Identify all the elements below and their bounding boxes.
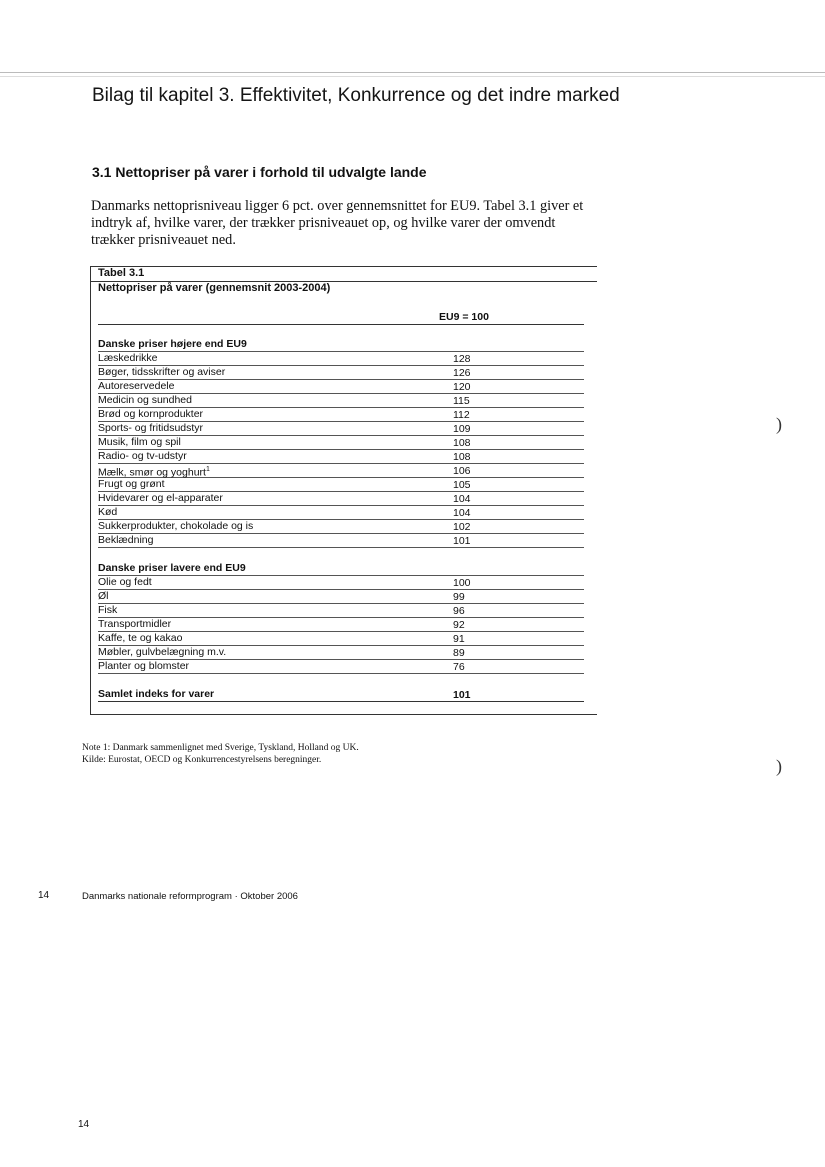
table-bottom-rule [91, 714, 597, 715]
row-label: Læskedrikke [98, 352, 158, 364]
row-value: 96 [453, 605, 465, 617]
table-row [98, 435, 584, 450]
row-label: Autoreservedele [98, 380, 175, 392]
row-label: Musik, film og spil [98, 436, 181, 448]
row-label: Kød [98, 506, 118, 518]
table-row [98, 519, 584, 534]
table-row [98, 603, 584, 618]
column-header: EU9 = 100 [439, 311, 489, 323]
row-value: 92 [453, 619, 465, 631]
table-row [98, 449, 584, 464]
row-label: Sports- og fritidsudstyr [98, 422, 204, 434]
margin-mark: ) [776, 756, 782, 776]
footnote-marker: 1 [205, 466, 210, 473]
header-rule-secondary [0, 76, 825, 77]
row-label: Hvidevarer og el-apparater [98, 492, 223, 504]
group-heading-label: Danske priser højere end EU9 [98, 338, 247, 350]
table-row [98, 379, 584, 394]
row-label: Radio- og tv-udstyr [98, 450, 187, 462]
row-value: 112 [453, 409, 470, 421]
row-value: 91 [453, 633, 465, 645]
table-label: Tabel 3.1 [98, 267, 145, 279]
row-label: Bøger, tidsskrifter og aviser [98, 366, 226, 378]
row-value: 105 [453, 479, 471, 491]
row-value: 99 [453, 591, 465, 603]
row-value: 100 [453, 577, 471, 589]
header-underline [98, 324, 584, 325]
table-title: Nettopriser på varer (gennemsnit 2003-2004) [98, 282, 331, 294]
table-row [98, 351, 584, 366]
total-label: Samlet indeks for varer [98, 688, 215, 700]
row-value: 101 [453, 535, 471, 547]
row-label: Øl [98, 590, 109, 602]
margin-mark: ) [776, 414, 782, 434]
row-label: Brød og kornprodukter [98, 408, 204, 420]
row-value: 106 [453, 465, 471, 477]
row-label: Fisk [98, 604, 118, 616]
table-row [98, 463, 584, 478]
row-value: 104 [453, 507, 471, 519]
row-value: 115 [453, 395, 470, 407]
footer-page-number: 14 [38, 890, 50, 901]
header-rule [0, 72, 825, 73]
price-table [90, 266, 597, 715]
footnote-text: Note 1: Danmark sammenlignet med Sverige, Tyskland, Holland og UK. [82, 743, 359, 753]
total-row [98, 687, 584, 702]
group-heading-higher [98, 337, 584, 352]
row-value: 102 [453, 521, 471, 533]
table-row [98, 575, 584, 590]
row-value: 126 [453, 367, 471, 379]
group-heading-label: Danske priser lavere end EU9 [98, 562, 246, 574]
table-notes [82, 742, 359, 766]
chapter-title: Bilag til kapitel 3. Effektivitet, Konkurrence og det indre marked [92, 85, 620, 106]
footer-text: Danmarks nationale reformprogram · Oktober 2006 [82, 891, 298, 902]
table-row [98, 365, 584, 380]
table-row [98, 659, 584, 674]
row-label: Sukkerprodukter, chokolade og is [98, 520, 254, 532]
intro-paragraph: Danmarks nettoprisniveau ligger 6 pct. over gennemsnittet for EU9. Tabel 3.1 giver et indtryk af, hvilke varer, der trækker prisniveauet op, og hvilke varer der omvendt trækker prisniveauet ned. [91, 198, 584, 248]
table-row [98, 631, 584, 646]
row-label: Medicin og sundhed [98, 394, 192, 406]
row-label: Transportmidler [98, 618, 172, 630]
row-label: Kaffe, te og kakao [98, 632, 183, 644]
row-value: 76 [453, 661, 465, 673]
row-value: 128 [453, 353, 471, 365]
table-row [98, 421, 584, 436]
table-row [98, 645, 584, 660]
row-label: Planter og blomster [98, 660, 190, 672]
source-text: Kilde: Eurostat, OECD og Konkurrencestyrelsens beregninger. [82, 755, 322, 765]
table-row [98, 505, 584, 520]
row-value: 120 [453, 381, 471, 393]
table-row [98, 407, 584, 422]
total-value: 101 [453, 689, 471, 701]
table-row [98, 491, 584, 506]
row-label: Olie og fedt [98, 576, 152, 588]
table-row [98, 533, 584, 548]
bottom-page-number: 14 [78, 1119, 90, 1130]
table-row [98, 617, 584, 632]
row-value: 89 [453, 647, 465, 659]
row-value: 104 [453, 493, 471, 505]
table-row [98, 393, 584, 408]
table-row [98, 477, 584, 492]
group-heading-lower [98, 561, 584, 576]
row-value: 108 [453, 451, 471, 463]
row-label: Møbler, gulvbelægning m.v. [98, 646, 227, 658]
row-label-text: Mælk, smør og yoghurt [98, 466, 206, 479]
row-label: Beklædning [98, 534, 154, 546]
row-label: Frugt og grønt [98, 478, 165, 490]
table-row [98, 589, 584, 604]
row-value: 109 [453, 423, 471, 435]
section-heading: 3.1 Nettopriser på varer i forhold til udvalgte lande [92, 164, 427, 180]
row-value: 108 [453, 437, 471, 449]
